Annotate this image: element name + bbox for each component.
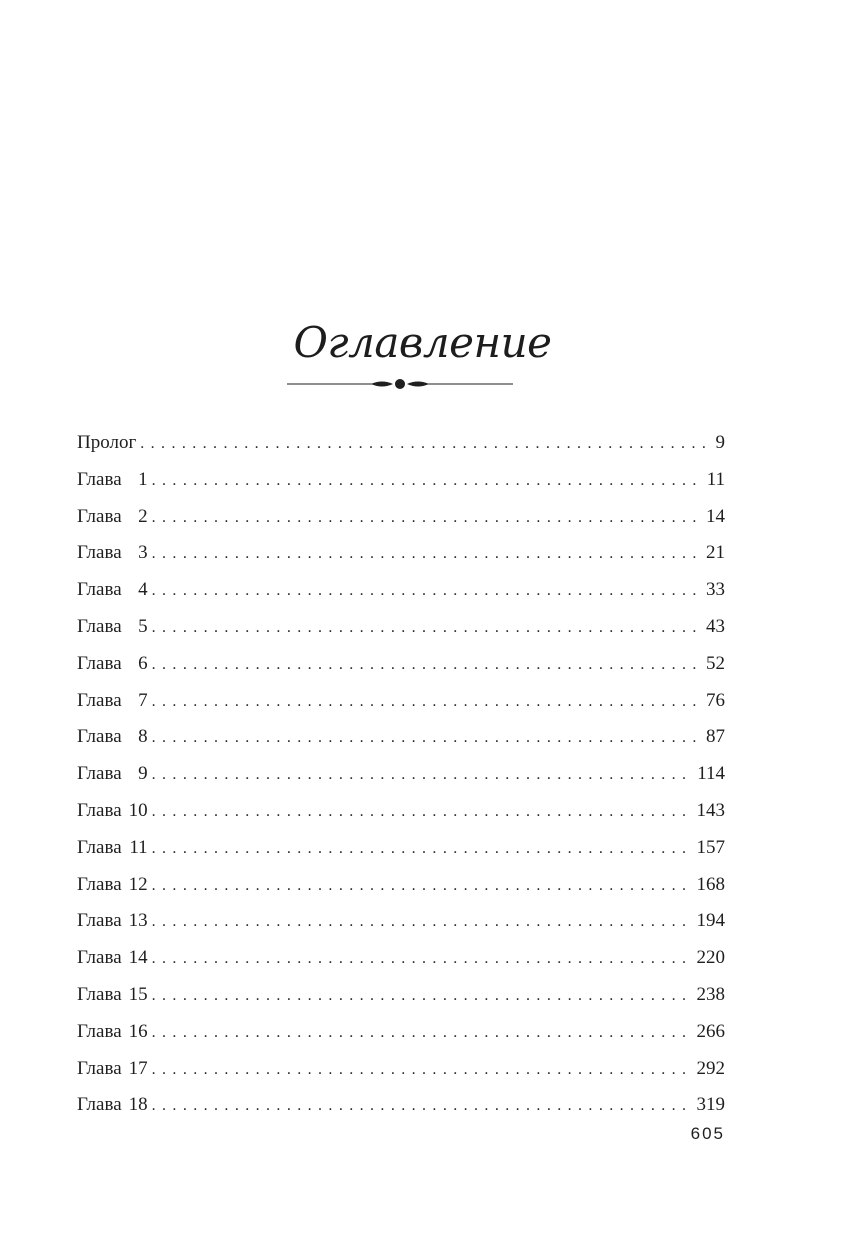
toc-entry-number: 16 bbox=[128, 1020, 148, 1042]
toc-dot-leader bbox=[152, 536, 702, 573]
toc-entry-page: 194 bbox=[696, 910, 725, 932]
toc-dot-leader bbox=[152, 831, 693, 868]
toc-entry bbox=[77, 1087, 725, 1124]
toc-entry-page: 168 bbox=[696, 873, 725, 895]
toc-entry-number: 8 bbox=[138, 726, 148, 748]
toc-entry-title: Глава bbox=[77, 1020, 122, 1042]
toc-entry bbox=[77, 462, 725, 499]
toc-dot-leader bbox=[152, 647, 702, 684]
toc-entry-title: Глава bbox=[77, 505, 122, 527]
toc-entry-title: Пролог bbox=[77, 432, 137, 453]
page-title: Оглавление bbox=[293, 318, 552, 367]
toc-entry-label bbox=[77, 793, 152, 830]
toc-entry-page: 292 bbox=[696, 1057, 725, 1079]
toc-entry-title: Глава bbox=[77, 615, 122, 637]
toc-entry-page: 238 bbox=[696, 983, 725, 1005]
toc-entry-page: 220 bbox=[696, 947, 725, 969]
toc-entry bbox=[77, 499, 725, 536]
ornamental-divider-icon bbox=[287, 376, 513, 392]
toc-entry-page: 114 bbox=[697, 763, 725, 785]
toc-dot-leader bbox=[152, 720, 702, 757]
toc-entry-number: 6 bbox=[138, 652, 148, 674]
toc-entry-title: Глава bbox=[77, 689, 122, 711]
toc-dot-leader bbox=[152, 684, 702, 721]
toc-dot-leader bbox=[152, 1015, 693, 1052]
page-number: 605 bbox=[690, 1124, 725, 1143]
toc-entry-title: Глава bbox=[77, 579, 122, 601]
toc-entry-number: 18 bbox=[128, 1094, 148, 1116]
toc-entry bbox=[77, 756, 725, 793]
toc-entry-title: Глава bbox=[77, 836, 122, 858]
toc-dot-leader bbox=[152, 757, 694, 794]
toc-entry-page: 43 bbox=[706, 615, 725, 637]
toc-entry-number: 14 bbox=[128, 947, 148, 969]
toc-entry-number: 11 bbox=[129, 836, 148, 858]
toc-entry-title: Глава bbox=[77, 542, 122, 564]
toc-entry-number: 7 bbox=[138, 689, 148, 711]
toc-entry bbox=[77, 1051, 725, 1088]
toc-dot-leader bbox=[152, 500, 702, 537]
toc-entry-label bbox=[77, 756, 152, 793]
toc-entry-number: 17 bbox=[128, 1057, 148, 1079]
toc-entry bbox=[77, 719, 725, 756]
toc-entry-title: Глава bbox=[77, 947, 122, 969]
toc-dot-leader bbox=[152, 941, 693, 978]
toc-entry-page: 143 bbox=[696, 799, 725, 821]
toc-entry bbox=[77, 867, 725, 904]
toc-entry-number: 15 bbox=[128, 983, 148, 1005]
toc-entry-number: 1 bbox=[138, 468, 148, 490]
toc-entry-label bbox=[77, 940, 152, 977]
toc-entry-page: 14 bbox=[706, 505, 725, 527]
toc-entry-title: Глава bbox=[77, 799, 122, 821]
toc-entry-title: Глава bbox=[77, 652, 122, 674]
toc-dot-leader bbox=[152, 904, 693, 941]
toc-entry-page: 21 bbox=[706, 542, 725, 564]
toc-entry-label bbox=[77, 977, 152, 1014]
toc-entry-page: 157 bbox=[696, 836, 725, 858]
toc-entry-title: Глава bbox=[77, 763, 122, 785]
toc-entry-number: 10 bbox=[128, 799, 148, 821]
toc-entry-title: Глава bbox=[77, 873, 122, 895]
toc-entry bbox=[77, 683, 725, 720]
toc-entry-number: 3 bbox=[138, 542, 148, 564]
toc-entry bbox=[77, 977, 725, 1014]
toc-entry-label bbox=[77, 609, 152, 646]
toc-entry-number: 13 bbox=[128, 910, 148, 932]
toc-entry-label bbox=[77, 683, 152, 720]
toc-dot-leader bbox=[152, 1052, 693, 1089]
toc-entry-number: 2 bbox=[138, 505, 148, 527]
toc-dot-leader bbox=[152, 1088, 693, 1125]
toc-dot-leader bbox=[152, 978, 693, 1015]
toc-entry bbox=[77, 830, 725, 867]
toc-entry-label bbox=[77, 867, 152, 904]
toc-dot-leader bbox=[152, 868, 693, 905]
toc-entry-label bbox=[77, 719, 152, 756]
toc-entry-page: 266 bbox=[696, 1020, 725, 1042]
toc-entry bbox=[77, 535, 725, 572]
toc-dot-leader bbox=[152, 794, 693, 831]
toc-entry-number: 4 bbox=[138, 579, 148, 601]
toc-entry-title: Глава bbox=[77, 468, 122, 490]
toc-entry-label bbox=[77, 462, 152, 499]
toc-entry-title: Глава bbox=[77, 983, 122, 1005]
toc-dot-leader bbox=[152, 463, 703, 500]
toc-entry bbox=[77, 793, 725, 830]
toc-entry-label bbox=[77, 1087, 152, 1124]
toc-entry-label bbox=[77, 535, 152, 572]
toc-entry-number: 9 bbox=[138, 763, 148, 785]
toc-entry-page: 33 bbox=[706, 579, 725, 601]
toc-entry bbox=[77, 425, 725, 462]
toc-dot-leader bbox=[152, 610, 702, 647]
toc-dot-leader bbox=[140, 426, 711, 463]
toc-entry-label bbox=[77, 499, 152, 536]
toc-entry-number: 5 bbox=[138, 615, 148, 637]
toc-entry-number: 12 bbox=[128, 873, 148, 895]
toc-entry-label bbox=[77, 572, 152, 609]
toc-entry bbox=[77, 646, 725, 683]
toc-entry-page: 319 bbox=[696, 1094, 725, 1116]
toc-entry bbox=[77, 903, 725, 940]
toc-entry-label bbox=[77, 646, 152, 683]
toc-entry-page: 76 bbox=[706, 689, 725, 711]
toc-entry-title: Глава bbox=[77, 726, 122, 748]
toc-entry-page: 87 bbox=[706, 726, 725, 748]
toc-entry-label bbox=[77, 830, 152, 867]
toc-entry-title: Глава bbox=[77, 910, 122, 932]
toc-entry bbox=[77, 1014, 725, 1051]
table-of-contents bbox=[77, 425, 725, 1124]
toc-entry-label bbox=[77, 1051, 152, 1088]
toc-entry-page: 11 bbox=[706, 468, 725, 490]
toc-entry-title: Глава bbox=[77, 1057, 122, 1079]
toc-entry-title: Глава bbox=[77, 1094, 122, 1116]
toc-entry bbox=[77, 940, 725, 977]
toc-entry bbox=[77, 572, 725, 609]
toc-entry-page: 9 bbox=[715, 432, 725, 453]
toc-entry bbox=[77, 609, 725, 646]
toc-entry-label bbox=[77, 425, 140, 462]
toc-entry-label bbox=[77, 903, 152, 940]
toc-entry-page: 52 bbox=[706, 652, 725, 674]
toc-entry-label bbox=[77, 1014, 152, 1051]
toc-dot-leader bbox=[152, 573, 702, 610]
